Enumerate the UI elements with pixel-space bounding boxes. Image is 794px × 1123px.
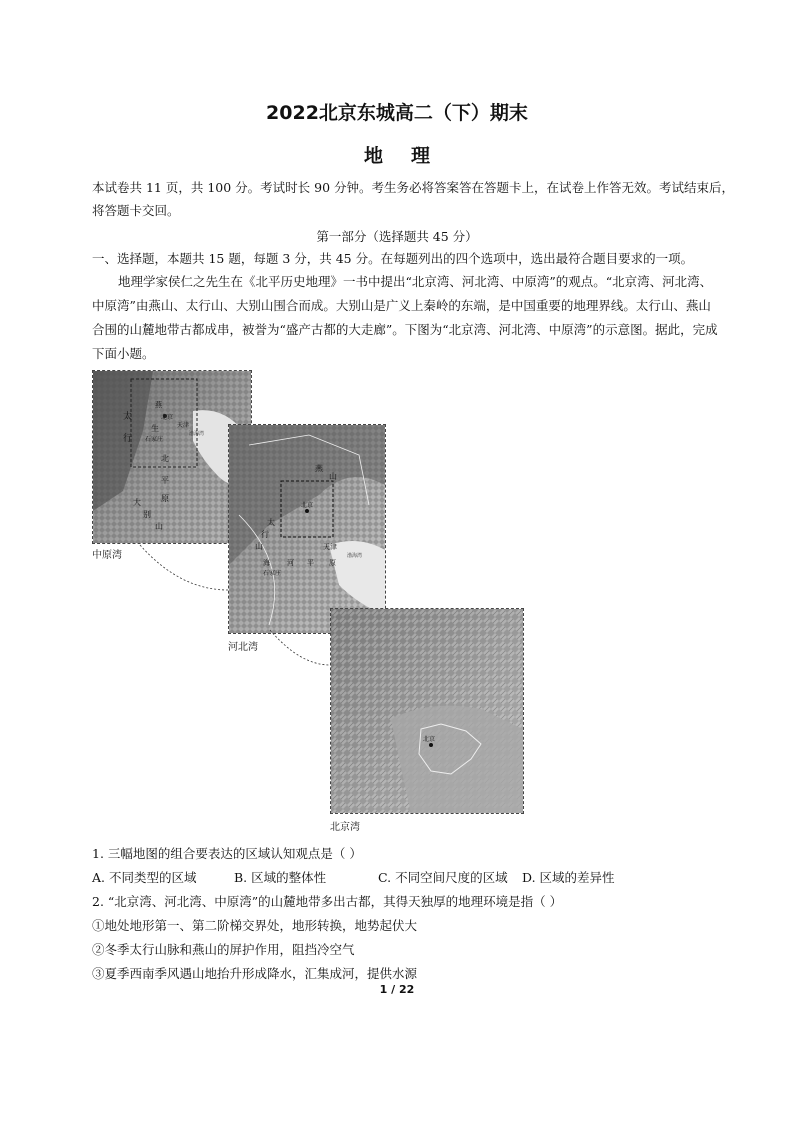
passage-line-4: 下面小题。: [92, 346, 155, 361]
svg-text:行: 行: [123, 434, 133, 444]
page-number: 1 / 22: [379, 983, 415, 996]
svg-text:河: 河: [287, 559, 294, 567]
question-1-option-d: D. 区域的差异性: [522, 870, 615, 885]
svg-text:北京: 北京: [423, 736, 436, 743]
svg-text:燕: 燕: [315, 464, 323, 473]
caption-beijing-wan: 北京湾: [330, 822, 360, 833]
svg-text:山: 山: [329, 472, 337, 481]
svg-text:石家庄: 石家庄: [145, 436, 164, 443]
caption-hebei-wan: 河北湾: [228, 642, 258, 653]
svg-text:海: 海: [263, 559, 270, 567]
question-1-stem: 1. 三幅地图的组合要表达的区域认知观点是（ ）: [92, 846, 362, 861]
caption-zhongyuan-wan: 中原湾: [92, 550, 122, 561]
svg-text:渤海湾: 渤海湾: [189, 431, 205, 437]
svg-text:大: 大: [133, 498, 141, 507]
question-1-option-a: A. 不同类型的区域: [92, 870, 197, 885]
question-2-stem: 2. “北京湾、河北湾、中原湾”的山麓地带多出古都，其得天独厚的地理环境是指（ ）: [92, 894, 563, 909]
svg-text:北京: 北京: [301, 502, 314, 509]
svg-text:北: 北: [161, 454, 169, 463]
question-2-statement-1: ①地处地形第一、第二阶梯交界处，地形转换，地势起伏大: [92, 918, 418, 933]
svg-text:天津: 天津: [323, 543, 337, 551]
section-instruction: 一、选择题，本题共 15 题，每题 3 分，共 45 分。在每题列出的四个选项中，选出最符合题目要求的一项。: [92, 251, 694, 266]
svg-text:山: 山: [155, 522, 163, 531]
question-2-statement-3: ③夏季西南季风遇山地抬升形成降水，汇集成河，提供水源: [92, 966, 418, 981]
intro-line-2: 将答题卡交回。: [92, 203, 180, 218]
svg-text:太: 太: [267, 518, 275, 527]
svg-text:原: 原: [329, 559, 336, 567]
intro-line-1: 本试卷共 11 页，共 100 分。考试时长 90 分钟。考生务必将答案答在答题卡上，在试卷上作答无效。考试结束后，: [92, 180, 735, 195]
svg-text:渤海湾: 渤海湾: [347, 553, 363, 559]
svg-text:天津: 天津: [177, 422, 190, 429]
svg-text:生: 生: [151, 424, 159, 433]
svg-text:平: 平: [307, 559, 314, 567]
svg-text:原: 原: [161, 494, 169, 503]
question-2-statement-2: ②冬季太行山脉和燕山的屏护作用，阻挡冷空气: [92, 942, 355, 957]
subject-title: 地理: [363, 145, 458, 167]
svg-text:石家庄: 石家庄: [263, 570, 282, 577]
svg-text:北京: 北京: [161, 414, 174, 421]
passage-line-2: 中原湾”由燕山、太行山、大别山围合而成。大别山是广义上秦岭的东端，是中国重要的地理界线。太行山、燕山: [92, 298, 711, 313]
section-title: 第一部分（选择题共 45 分）: [316, 229, 478, 244]
question-1-option-b: B. 区域的整体性: [234, 870, 327, 885]
passage-line-1: 地理学家侯仁之先生在《北平历史地理》一书中提出“北京湾、河北湾、中原湾”的观点。“北京湾、河北湾、: [118, 274, 713, 289]
passage-line-3: 合围的山麓地带古都成串，被誉为“盛产古都的大走廊”。下图为“北京湾、河北湾、中原湾”的示意图。据此，完成: [92, 322, 718, 337]
svg-text:别: 别: [143, 510, 151, 519]
svg-text:太: 太: [123, 412, 133, 422]
document-title: 2022北京东城高二（下）期末: [266, 102, 528, 124]
svg-text:行: 行: [261, 530, 269, 539]
svg-text:山: 山: [255, 542, 263, 551]
question-1-option-c: C. 不同空间尺度的区域: [378, 870, 508, 885]
svg-text:燕: 燕: [155, 401, 162, 409]
svg-text:平: 平: [161, 476, 169, 485]
